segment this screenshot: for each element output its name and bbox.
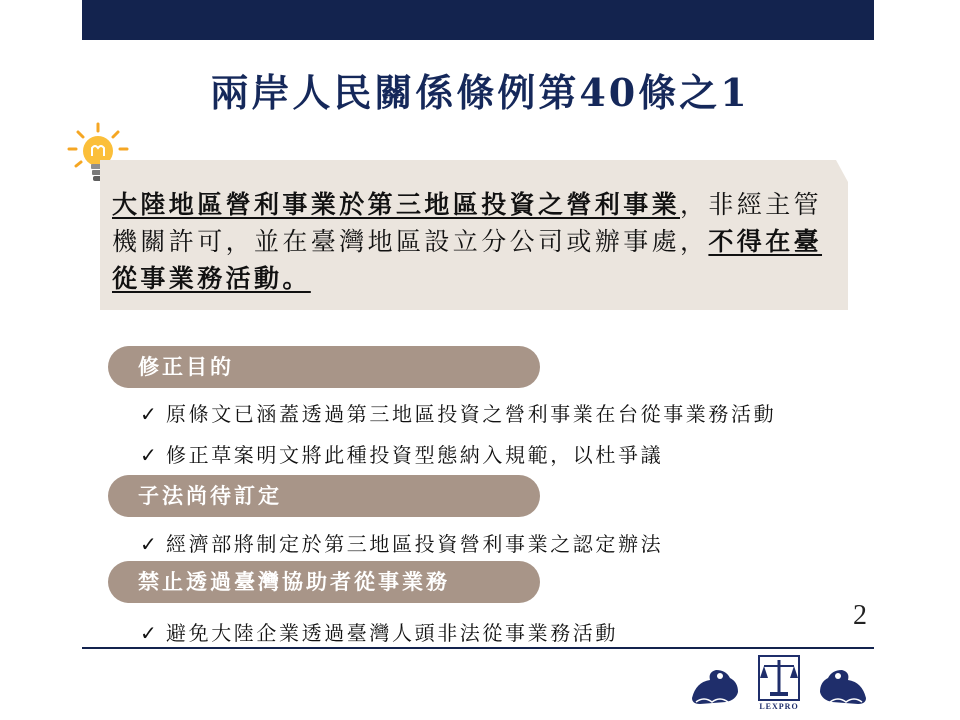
section-heading-prohibition: 禁止透過臺灣協助者從事業務 xyxy=(108,561,540,603)
quote-text xyxy=(112,186,827,297)
list-item xyxy=(140,617,618,646)
check-icon: ✓ xyxy=(140,402,160,426)
list-item xyxy=(140,528,663,557)
check-icon: ✓ xyxy=(140,443,160,467)
list-item-text: 經濟部將制定於第三地區投資營利事業之認定辦法 xyxy=(166,532,664,556)
quote-underlined-subject: 大陸地區營利事業於第三地區投資之營利事業 xyxy=(112,190,681,219)
check-icon: ✓ xyxy=(140,621,160,645)
section-heading-purpose: 修正目的 xyxy=(108,346,540,388)
check-icon: ✓ xyxy=(140,532,160,556)
list-item-text: 原條文已涵蓋透過第三地區投資之營利事業在台從事業務活動 xyxy=(166,402,777,426)
top-banner xyxy=(82,0,874,40)
logo-text: LEXPRO xyxy=(759,702,799,711)
list-item xyxy=(140,398,776,427)
page-number: 2 xyxy=(853,600,867,631)
quote-middle: ，非經主管機關許可，並在臺灣地區設立分公司或辦事處， xyxy=(112,190,823,256)
quote-underlined-prohibition: 不得在臺從事業務活動。 xyxy=(112,227,823,293)
list-item-text: 修正草案明文將此種投資型態納入規範，以杜爭議 xyxy=(166,443,664,467)
list-item xyxy=(140,439,663,468)
bottom-divider xyxy=(82,647,874,649)
section-heading-sublaw: 子法尚待訂定 xyxy=(108,475,540,517)
list-item-text: 避免大陸企業透過臺灣人頭非法從事業務活動 xyxy=(166,621,618,645)
lexpro-scales-logo xyxy=(686,652,872,712)
slide-title: 兩岸人民關係條例第40條之1 xyxy=(210,70,750,115)
